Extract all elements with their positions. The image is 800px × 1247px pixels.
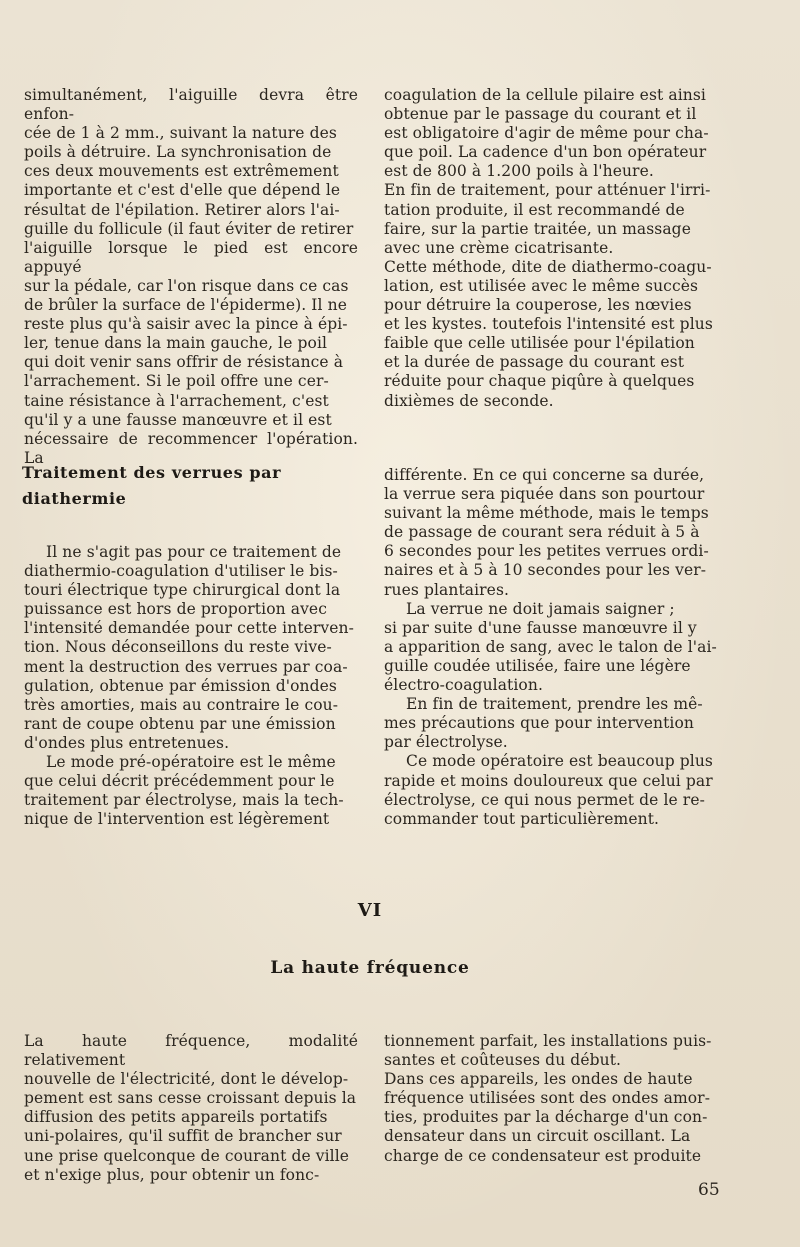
bottom-right-column bbox=[384, 1032, 720, 1166]
bottom-left-column bbox=[24, 1032, 358, 1185]
top-left-column bbox=[24, 86, 358, 468]
middle-right-paragraph-3: En fin de traitement, prendre les mê- mes précautions que pour intervention par électrolyse. bbox=[384, 695, 703, 752]
bottom-left-text: La haute fréquence, modalité relativement nouvelle de l'électricité, dont le dévelop- pement est sans cesse croissant depuis la diffusion des petits appareils portatifs uni-polaires, qu'il suffit de brancher sur une prise quelconque de courant de ville et n'exige plus, pour obtenir un fonc- bbox=[24, 1032, 358, 1184]
top-right-text: coagulation de la cellule pilaire est ainsi obtenue par le passage du courant et il est obligatoire d'agir de même pour cha- que poil. La cadence d'un bon opérateur est de 800 à 1.200 poils à l'heure. En fin de traitement, pour atténuer l'irri- tation produite, il est recommandé de faire, sur la partie traitée, un massage avec une crème cicatrisante. Cette méthode, dite de diathermo-coagu- lation, est utilisée avec le même succès pour détruire la couperose, les nœvies et les kystes. toutefois l'intensité est plus faible que celle utilisée pour l'épilation et la durée de passage du courant est réduite pour chaque piqûre à quelques dixièmes de seconde. bbox=[384, 86, 713, 410]
section-heading-text: Traitement des verrues par diathermie bbox=[22, 463, 282, 508]
chapter-number: VI bbox=[357, 900, 383, 921]
middle-left-paragraph-2: Le mode pré-opératoire est le même que celui décrit précédemment pour le traitement par électrolyse, mais la tech- nique de l'intervention est légèrement bbox=[24, 753, 344, 829]
middle-right-paragraph-1: différente. En ce qui concerne sa durée, la verrue sera piquée dans son pourtour suivant la même méthode, mais le temps de passage de courant sera réduit à 5 à 6 secondes pour les petites verrues ordi- naires et à 5 à 10 secondes pour les ver- rues plantaires. bbox=[384, 466, 709, 599]
chapter-title: La haute fréquence bbox=[270, 958, 470, 978]
page-number: 65 bbox=[698, 1180, 720, 1200]
top-right-column bbox=[384, 86, 720, 411]
middle-right-column bbox=[384, 466, 720, 829]
top-left-text: simultanément, l'aiguille devra être enfon- cée de 1 à 2 mm., suivant la nature des poils à détruire. La synchronisation de ces deux mouvements est extrêmement importante et c'est d'elle que dépend le résultat de l'épilation. Retirer alors l'ai- guille du follicule (il faut éviter de retirer l'aiguille lorsque le pied est encore appuyé sur la pédale, car l'on risque dans ce cas de brûler la surface de l'épiderme). Il ne reste plus qu'à saisir avec la pince à épi- ler, tenue dans la main gauche, le poil qui doit venir sans offrir de résistance à l'arrachement. Si le poil offre une cer- taine résistance à l'arrachement, c'est qu'il y a une fausse manœuvre et il est nécessaire de recommencer l'opération. La bbox=[24, 86, 358, 467]
bottom-right-text: tionnement parfait, les installations puis- santes et coûteuses du début. Dans ces appareils, les ondes de haute fréquence utilisées sont des ondes amor- ties, produites par la décharge d'un con- densateur dans un circuit oscillant. La charge de ce condensateur est produite bbox=[384, 1032, 712, 1165]
middle-right-paragraph-2: La verrue ne doit jamais saigner ; si par suite d'une fausse manœuvre il y a apparition de sang, avec le talon de l'ai- guille coudée utilisée, faire une légère électro-coagulation. bbox=[384, 599, 717, 695]
middle-right-paragraph-4: Ce mode opératoire est beaucoup plus rapide et moins douloureux que celui par électrolyse, ce qui nous permet de le re- commander tout particulièrement. bbox=[384, 752, 713, 828]
middle-left-paragraph-1: Il ne s'agit pas pour ce traitement de diathermio-coagulation d'utiliser le bis- touri électrique type chirurgical dont la puissance est hors de proportion avec l'intensité demandée pour cette interven- tion. Nous déconseillons du reste vive- ment la destruction des verrues par coa- gulation, obtenue par émission d'ondes très amorties, mais au contraire le cou- rant de coupe obtenu par une émission d'ondes plus entretenues. bbox=[24, 543, 354, 752]
section-heading-verrues bbox=[22, 460, 352, 512]
middle-left-column bbox=[24, 543, 358, 829]
